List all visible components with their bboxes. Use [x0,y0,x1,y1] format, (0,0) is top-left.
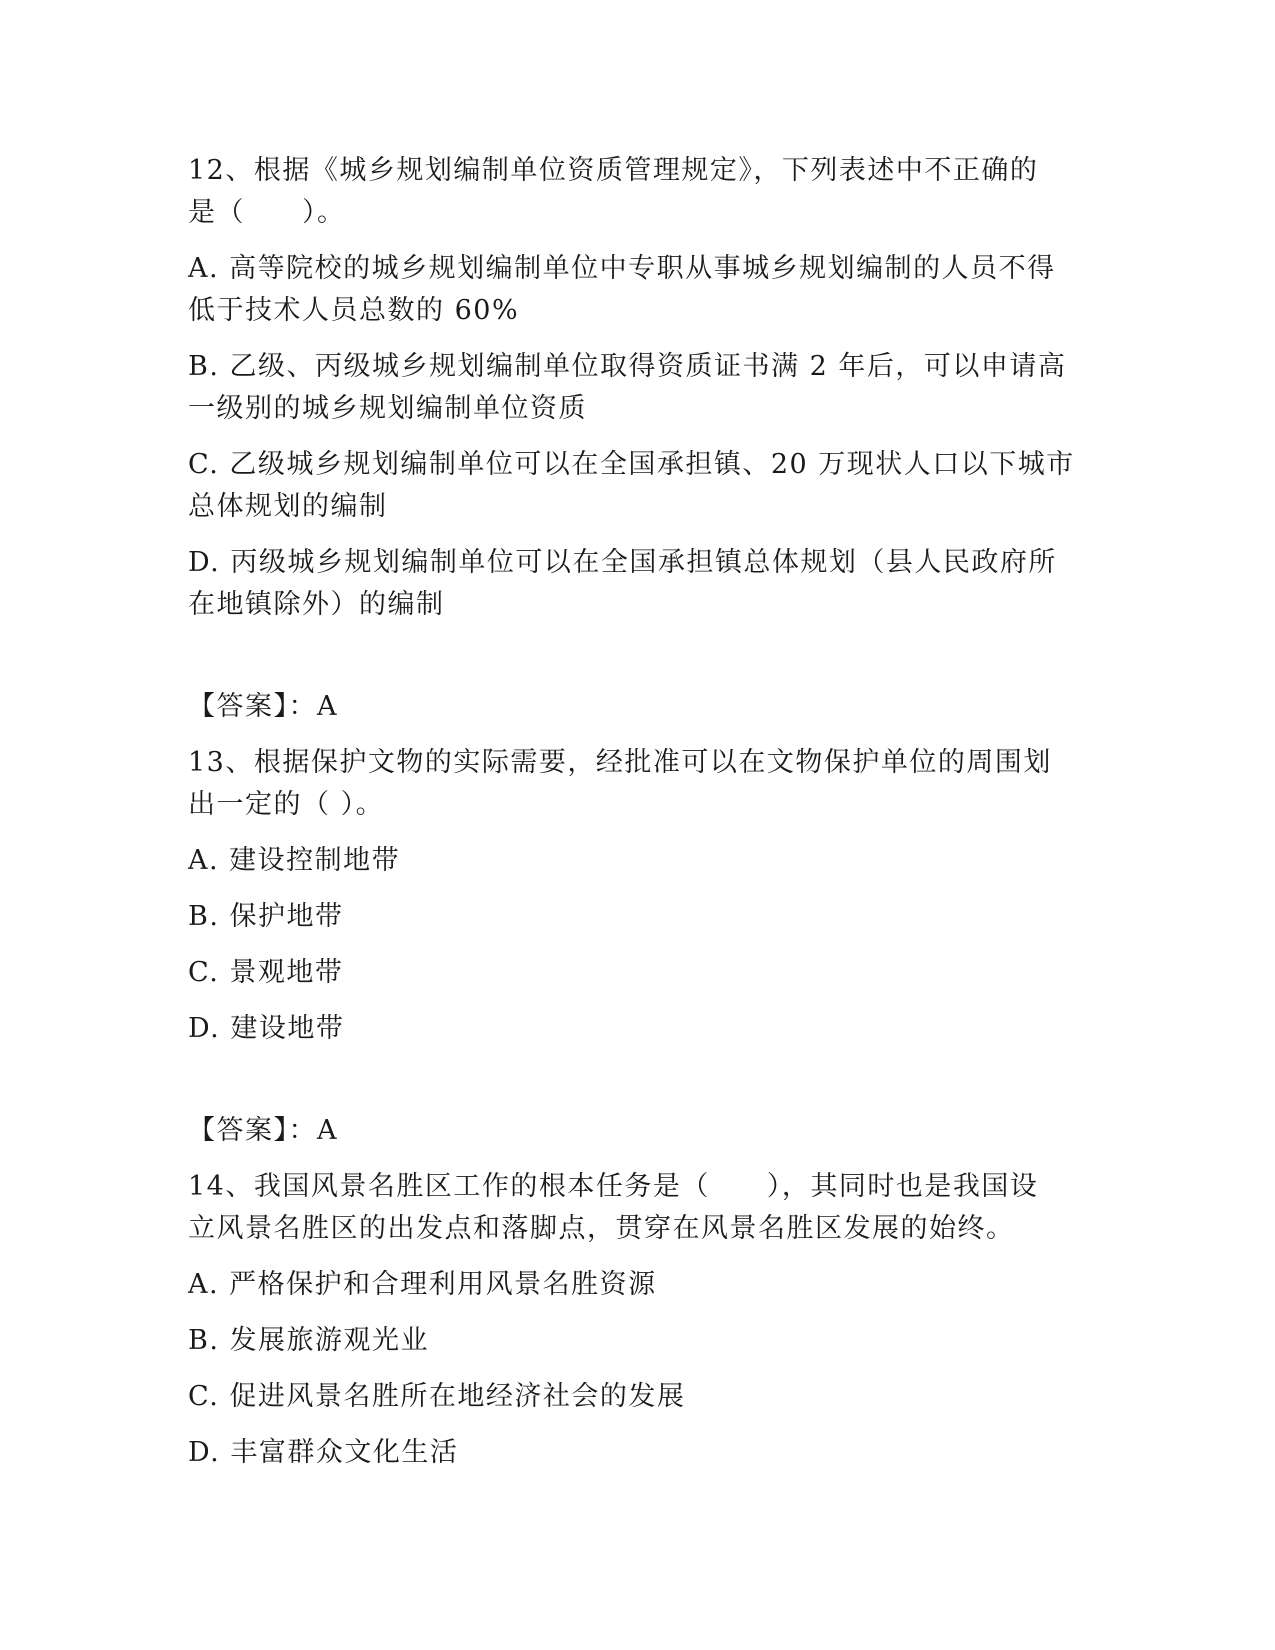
question-stem [188,150,1068,234]
option-c [188,952,1068,994]
option-line: B. 发展旅游观光业 [188,1325,430,1356]
option-c [188,444,1075,528]
option-d [188,1008,1068,1050]
option-line: B. 乙级、丙级城乡规划编制单位取得资质证书满 2 年后，可以申请高 [188,351,1067,382]
option-a [188,840,1068,882]
question-block-12 [188,150,1075,728]
option-a [188,248,1068,332]
option-line: C. 促进风景名胜所在地经济社会的发展 [188,1381,686,1412]
option-line: A. 建设控制地带 [188,845,401,876]
question-stem-line: 立风景名胜区的出发点和落脚点，贯穿在风景名胜区发展的始终。 [188,1213,1015,1244]
question-block-13 [188,742,1068,1152]
option-line: B. 保护地带 [188,901,344,932]
option-line: C. 乙级城乡规划编制单位可以在全国承担镇、20 万现状人口以下城市 [188,449,1075,480]
option-line: D. 建设地带 [188,1013,345,1044]
question-stem-line: 出一定的（ ）。 [188,789,385,820]
option-b [188,1320,1068,1362]
option-a [188,1264,1068,1306]
option-line: 一级别的城乡规划编制单位资质 [188,393,587,424]
option-line: D. 丙级城乡规划编制单位可以在全国承担镇总体规划（县人民政府所 [188,547,1057,578]
page-content [188,150,1075,1474]
option-line: C. 景观地带 [188,957,344,988]
answer-label: 【答案】：A [188,1115,338,1146]
answer-label: 【答案】：A [188,691,338,722]
option-line: 在地镇除外）的编制 [188,589,445,620]
option-b [188,346,1068,430]
option-c [188,1376,1068,1418]
question-block-14 [188,1166,1068,1474]
question-stem-line: 14、我国风景名胜区工作的根本任务是（ ），其同时也是我国设 [188,1171,1039,1202]
option-d [188,542,1068,626]
question-stem-line: 12、根据《城乡规划编制单位资质管理规定》，下列表述中不正确的 [188,155,1039,186]
option-line: A. 严格保护和合理利用风景名胜资源 [188,1269,657,1300]
option-b [188,896,1068,938]
option-line: A. 高等院校的城乡规划编制单位中专职从事城乡规划编制的人员不得 [188,253,1056,284]
question-stem [188,742,1068,826]
option-d [188,1432,1068,1474]
question-stem-line: 13、根据保护文物的实际需要，经批准可以在文物保护单位的周围划 [188,747,1052,778]
option-line: 低于技术人员总数的 60% [188,295,520,326]
option-line: D. 丰富群众文化生活 [188,1437,459,1468]
question-stem-line: 是（ ）。 [188,197,346,228]
option-line: 总体规划的编制 [188,491,388,522]
question-stem [188,1166,1068,1250]
